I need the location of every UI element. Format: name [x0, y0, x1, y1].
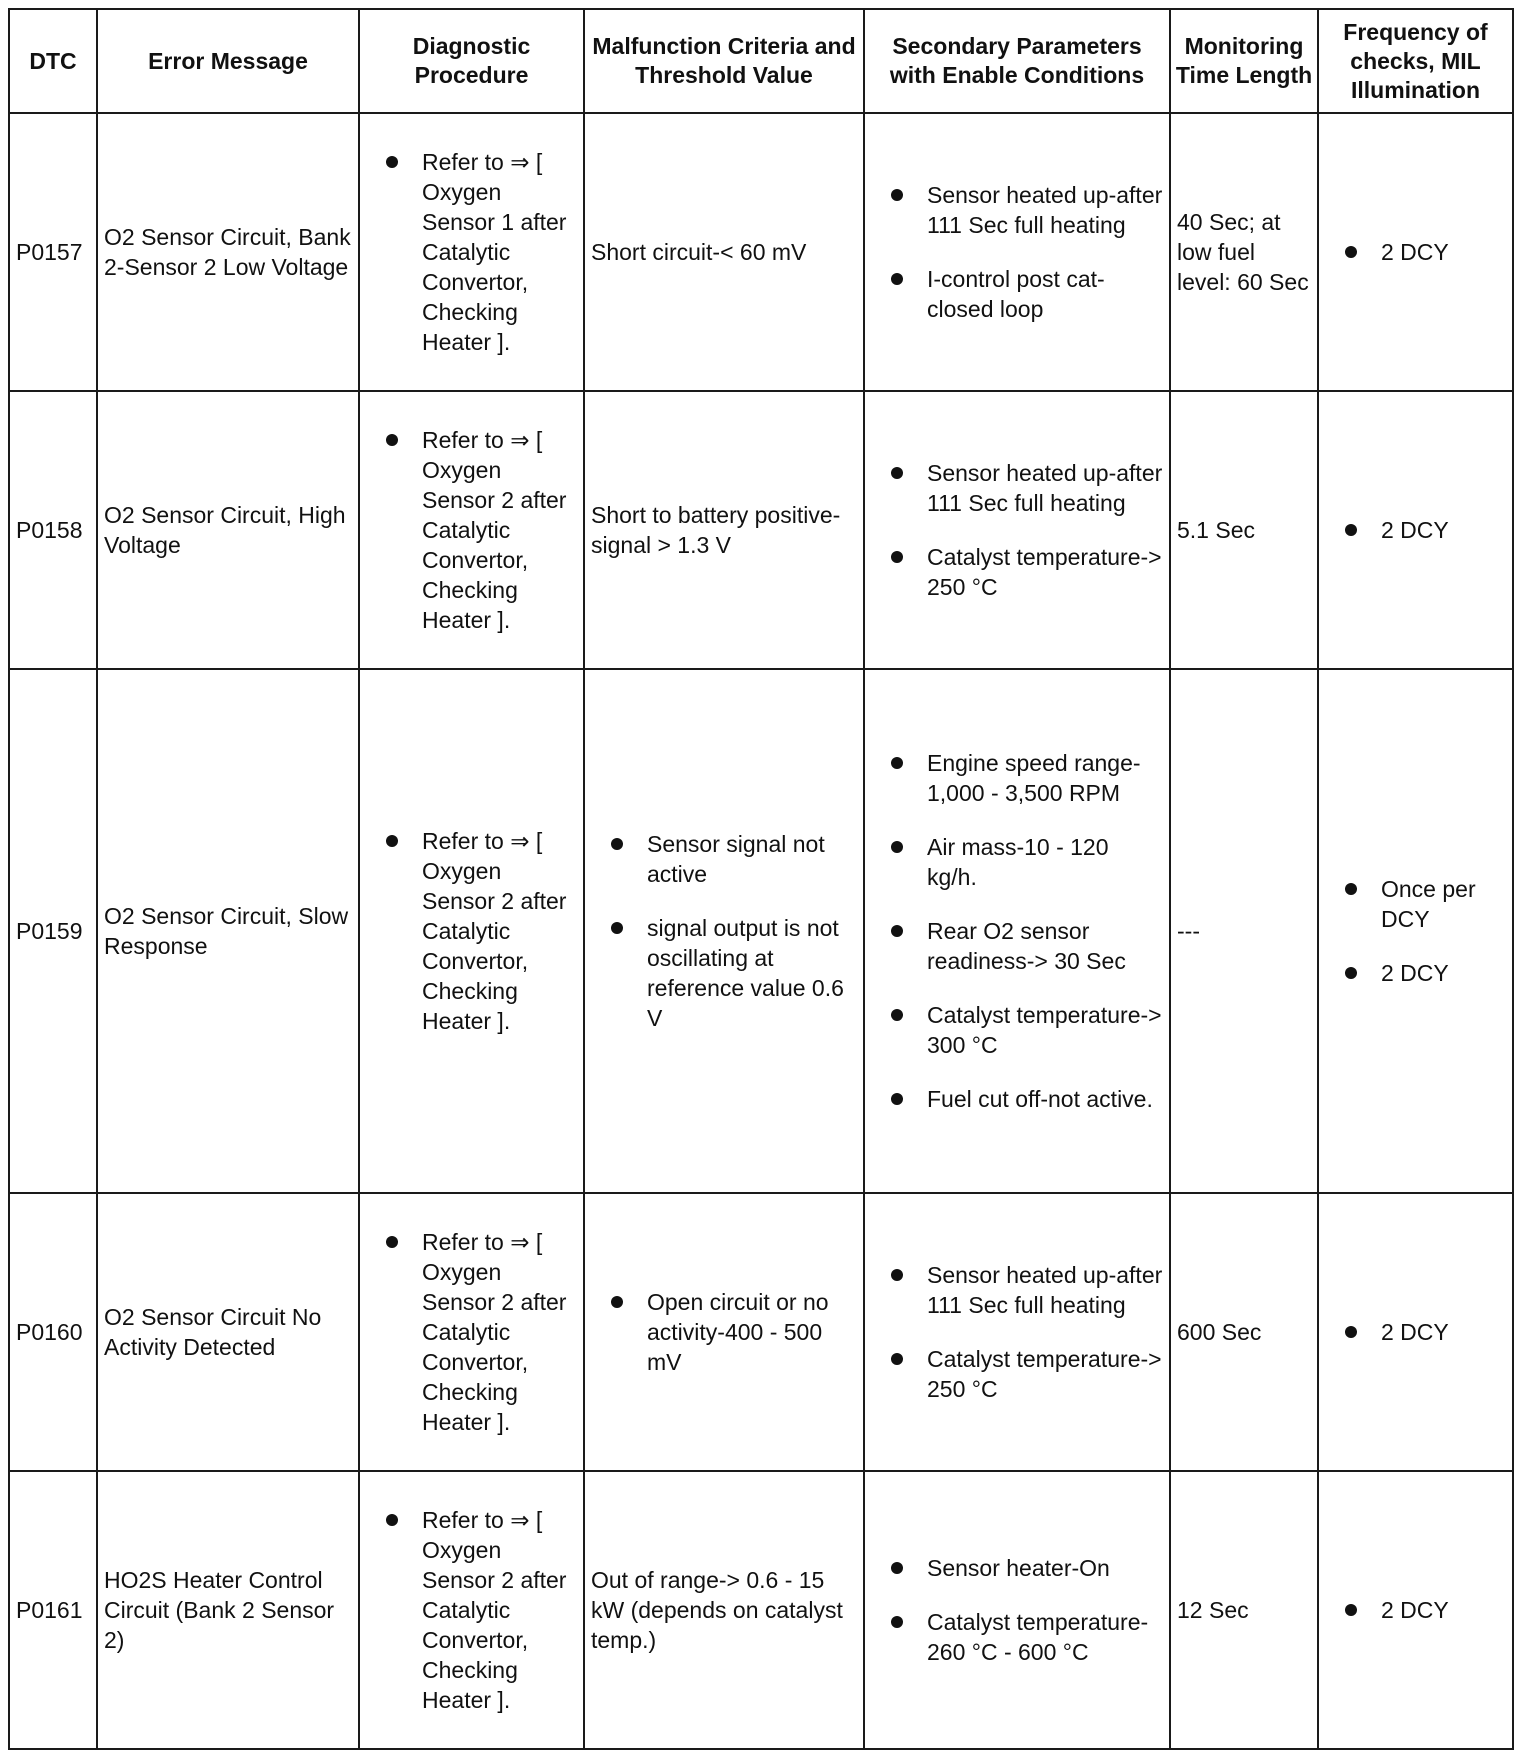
table-row — [9, 391, 1513, 669]
procedure-item: Refer to ⇒ [ Oxygen Sensor 2 after Catalytic Convertor, Checking Heater ]. — [366, 1227, 577, 1437]
secondary-parameters — [864, 669, 1170, 1193]
parameter-item: Catalyst temperature-260 °C - 600 °C — [871, 1607, 1163, 1667]
parameter-item: Engine speed range-1,000 - 3,500 RPM — [871, 748, 1163, 808]
secondary-parameters — [864, 391, 1170, 669]
parameter-item: Air mass-10 - 120 kg/h. — [871, 832, 1163, 892]
malfunction-criteria: Short circuit-< 60 mV — [584, 113, 864, 391]
dtc-code: P0161 — [9, 1471, 97, 1749]
frequency-item: 2 DCY — [1325, 958, 1506, 988]
malfunction-criteria — [584, 669, 864, 1193]
parameter-item: Sensor heater-On — [871, 1553, 1163, 1583]
diagnostic-procedure — [359, 391, 584, 669]
frequency — [1318, 1193, 1513, 1471]
criteria-item: signal output is not oscillating at reference value 0.6 V — [591, 913, 857, 1033]
parameter-item: I-control post cat-closed loop — [871, 264, 1163, 324]
criteria-item: Sensor signal not active — [591, 829, 857, 889]
table-row — [9, 113, 1513, 391]
frequency — [1318, 1471, 1513, 1749]
monitoring-time: 40 Sec; at low fuel level: 60 Sec — [1170, 113, 1318, 391]
secondary-parameters — [864, 1471, 1170, 1749]
secondary-parameters — [864, 1193, 1170, 1471]
criteria-item: Open circuit or no activity-400 - 500 mV — [591, 1287, 857, 1377]
error-message: HO2S Heater Control Circuit (Bank 2 Sensor 2) — [97, 1471, 359, 1749]
diagnostic-procedure — [359, 113, 584, 391]
error-message: O2 Sensor Circuit, Bank 2-Sensor 2 Low Voltage — [97, 113, 359, 391]
table-row — [9, 1193, 1513, 1471]
header-malfunction-criteria: Malfunction Criteria and Threshold Value — [584, 9, 864, 113]
error-message: O2 Sensor Circuit, High Voltage — [97, 391, 359, 669]
header-row — [9, 9, 1513, 113]
frequency-item: 2 DCY — [1325, 1595, 1506, 1625]
frequency-item: 2 DCY — [1325, 515, 1506, 545]
parameter-item: Sensor heated up-after 111 Sec full heating — [871, 458, 1163, 518]
parameter-item: Sensor heated up-after 111 Sec full heating — [871, 180, 1163, 240]
dtc-table — [8, 8, 1514, 1750]
parameter-item: Fuel cut off-not active. — [871, 1084, 1163, 1114]
frequency-item: 2 DCY — [1325, 237, 1506, 267]
table-row — [9, 669, 1513, 1193]
dtc-code: P0160 — [9, 1193, 97, 1471]
error-message: O2 Sensor Circuit No Activity Detected — [97, 1193, 359, 1471]
monitoring-time: 5.1 Sec — [1170, 391, 1318, 669]
frequency — [1318, 669, 1513, 1193]
monitoring-time: --- — [1170, 669, 1318, 1193]
header-secondary-parameters: Secondary Parameters with Enable Conditions — [864, 9, 1170, 113]
malfunction-criteria: Short to battery positive-signal > 1.3 V — [584, 391, 864, 669]
header-frequency: Frequency of checks, MIL Illumination — [1318, 9, 1513, 113]
procedure-item: Refer to ⇒ [ Oxygen Sensor 2 after Catalytic Convertor, Checking Heater ]. — [366, 826, 577, 1036]
parameter-item: Catalyst temperature-> 250 °C — [871, 1344, 1163, 1404]
dtc-code: P0158 — [9, 391, 97, 669]
parameter-item: Catalyst temperature-> 250 °C — [871, 542, 1163, 602]
header-diagnostic-procedure: Diagnostic Procedure — [359, 9, 584, 113]
dtc-document — [8, 8, 1512, 1744]
diagnostic-procedure — [359, 669, 584, 1193]
diagnostic-procedure — [359, 1193, 584, 1471]
diagnostic-procedure — [359, 1471, 584, 1749]
malfunction-criteria: Out of range-> 0.6 - 15 kW (depends on catalyst temp.) — [584, 1471, 864, 1749]
error-message: O2 Sensor Circuit, Slow Response — [97, 669, 359, 1193]
procedure-item: Refer to ⇒ [ Oxygen Sensor 2 after Catalytic Convertor, Checking Heater ]. — [366, 1505, 577, 1715]
frequency-item: Once per DCY — [1325, 874, 1506, 934]
header-error-message: Error Message — [97, 9, 359, 113]
frequency-item: 2 DCY — [1325, 1317, 1506, 1347]
table-row — [9, 1471, 1513, 1749]
parameter-item: Rear O2 sensor readiness-> 30 Sec — [871, 916, 1163, 976]
frequency — [1318, 391, 1513, 669]
frequency — [1318, 113, 1513, 391]
malfunction-criteria — [584, 1193, 864, 1471]
procedure-item: Refer to ⇒ [ Oxygen Sensor 1 after Catalytic Convertor, Checking Heater ]. — [366, 147, 577, 357]
monitoring-time: 600 Sec — [1170, 1193, 1318, 1471]
header-dtc: DTC — [9, 9, 97, 113]
header-monitoring-time: Monitoring Time Length — [1170, 9, 1318, 113]
monitoring-time: 12 Sec — [1170, 1471, 1318, 1749]
dtc-code: P0159 — [9, 669, 97, 1193]
parameter-item: Sensor heated up-after 111 Sec full heating — [871, 1260, 1163, 1320]
procedure-item: Refer to ⇒ [ Oxygen Sensor 2 after Catalytic Convertor, Checking Heater ]. — [366, 425, 577, 635]
parameter-item: Catalyst temperature-> 300 °C — [871, 1000, 1163, 1060]
dtc-code: P0157 — [9, 113, 97, 391]
secondary-parameters — [864, 113, 1170, 391]
